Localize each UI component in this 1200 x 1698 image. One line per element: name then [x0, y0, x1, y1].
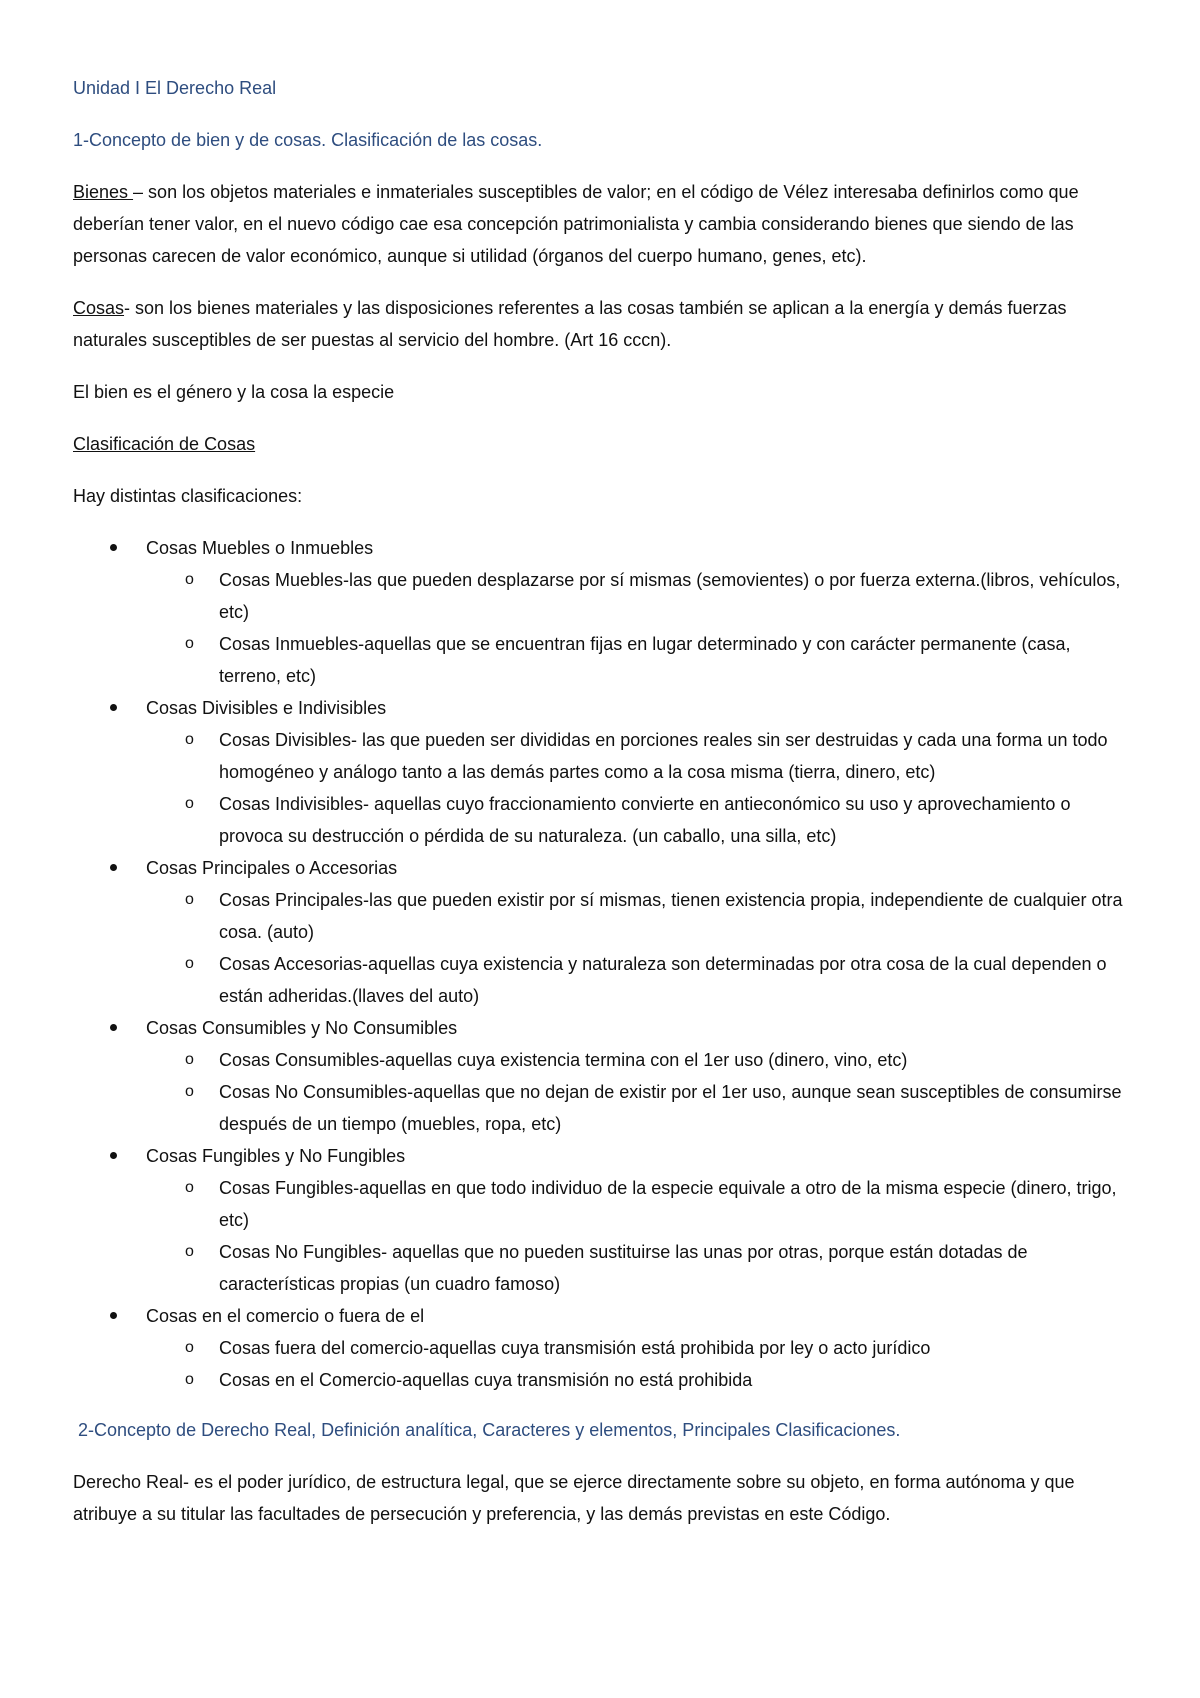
sub-item-text: Cosas Accesorias-aquellas cuya existencia y naturaleza son determinadas por otra cosa de la cual dependen o están adheridas.(llaves del auto) — [219, 954, 1107, 1006]
classification-list — [73, 532, 1128, 1396]
sub-item-text: Cosas Muebles-las que pueden desplazarse por sí mismas (semovientes) o por fuerza externa.(libros, vehículos, etc) — [219, 570, 1121, 622]
bullet-icon — [110, 704, 117, 711]
sub-list — [146, 884, 1128, 1012]
classification-label: Cosas Muebles o Inmuebles — [146, 538, 374, 558]
list-item — [73, 852, 1128, 1012]
sub-list-item — [146, 1172, 1128, 1236]
sub-item-text: Cosas Indivisibles- aquellas cuyo fraccionamiento convierte en antieconómico su uso y aprovechamiento o provoca su destrucción o pérdida de su naturaleza. (un caballo, una silla, etc) — [219, 794, 1071, 846]
genero-especie-paragraph: El bien es el género y la cosa la especie — [73, 382, 395, 402]
sub-list-item — [146, 564, 1128, 628]
sub-item-text: Cosas en el Comercio-aquellas cuya transmisión no está prohibida — [219, 1370, 753, 1390]
derecho-real-definition: Derecho Real- es el poder jurídico, de estructura legal, que se ejerce directamente sobre su objeto, en forma autónoma y que atribuye a su titular las facultades de persecución y preferencia, y las demás previstas en este Código. — [73, 1472, 1075, 1524]
sub-list-item — [146, 1236, 1128, 1300]
sub-bullet-icon: o — [185, 795, 194, 812]
sub-item-text: Cosas Inmuebles-aquellas que se encuentran fijas en lugar determinado y con carácter permanente (casa, terreno, etc) — [219, 634, 1071, 686]
clasificacion-title: Clasificación de Cosas — [73, 434, 256, 454]
sub-item-text: Cosas Consumibles-aquellas cuya existencia termina con el 1er uso (dinero, vino, etc) — [219, 1050, 908, 1070]
cosas-text: - son los bienes materiales y las disposiciones referentes a las cosas también se aplican a la energía y demás fuerzas naturales susceptibles de ser puestas al servicio del hombre. (Art 16 cccn). — [73, 298, 1067, 350]
sub-bullet-icon: o — [185, 1179, 194, 1196]
classification-label: Cosas en el comercio o fuera de el — [146, 1306, 425, 1326]
bullet-icon — [110, 1024, 117, 1031]
sub-list — [146, 1332, 1128, 1396]
list-item — [73, 692, 1128, 852]
sub-bullet-icon: o — [185, 1339, 194, 1356]
section-2-heading: 2-Concepto de Derecho Real, Definición analítica, Caracteres y elementos, Principales Clasificaciones. — [73, 1420, 901, 1440]
section-1-heading: 1-Concepto de bien y de cosas. Clasificación de las cosas. — [73, 130, 543, 150]
sub-item-text: Cosas No Consumibles-aquellas que no dejan de existir por el 1er uso, aunque sean susceptibles de consumirse después de un tiempo (muebles, ropa, etc) — [219, 1082, 1122, 1134]
sub-list — [146, 724, 1128, 852]
classification-label: Cosas Principales o Accesorias — [146, 858, 398, 878]
sub-list — [146, 1044, 1128, 1140]
sub-list-item — [146, 1044, 1128, 1076]
bullet-icon — [110, 1152, 117, 1159]
sub-bullet-icon: o — [185, 731, 194, 748]
list-item — [73, 532, 1128, 692]
sub-bullet-icon: o — [185, 891, 194, 908]
list-item — [73, 1012, 1128, 1140]
classification-label: Cosas Consumibles y No Consumibles — [146, 1018, 458, 1038]
sub-bullet-icon: o — [185, 635, 194, 652]
list-item — [73, 1140, 1128, 1300]
unit-title: Unidad I El Derecho Real — [73, 78, 277, 98]
sub-bullet-icon: o — [185, 571, 194, 588]
bullet-icon — [110, 864, 117, 871]
bullet-icon — [110, 544, 117, 551]
sub-item-text: Cosas No Fungibles- aquellas que no pueden sustituirse las unas por otras, porque están dotadas de características propias (un cuadro famoso) — [219, 1242, 1028, 1294]
sub-list — [146, 1172, 1128, 1300]
sub-bullet-icon: o — [185, 1243, 194, 1260]
bullet-icon — [110, 1312, 117, 1319]
sub-bullet-icon: o — [185, 955, 194, 972]
classification-label: Cosas Divisibles e Indivisibles — [146, 698, 387, 718]
sub-bullet-icon: o — [185, 1371, 194, 1388]
sub-list-item — [146, 788, 1128, 852]
sub-list-item — [146, 628, 1128, 692]
sub-item-text: Cosas Principales-las que pueden existir por sí mismas, tienen existencia propia, independiente de cualquier otra cosa. (auto) — [219, 890, 1123, 942]
list-item — [73, 1300, 1128, 1396]
bienes-text: – son los objetos materiales e inmateriales susceptibles de valor; en el código de Vélez interesaba definirlos como que deberían tener valor, en el nuevo código cae esa concepción patrimonialista y cambia considerando bienes que siendo de las personas carecen de valor económico, aunque si utilidad (órganos del cuerpo humano, genes, etc). — [73, 182, 1079, 266]
sub-list-item — [146, 948, 1128, 1012]
sub-item-text: Cosas fuera del comercio-aquellas cuya transmisión está prohibida por ley o acto jurídico — [219, 1338, 931, 1358]
sub-list-item — [146, 1332, 1128, 1364]
classification-label: Cosas Fungibles y No Fungibles — [146, 1146, 406, 1166]
sub-list-item — [146, 1076, 1128, 1140]
bienes-term: Bienes — [73, 182, 134, 202]
sub-item-text: Cosas Divisibles- las que pueden ser divididas en porciones reales sin ser destruidas y cada una forma un todo homogéneo y análogo tanto a las demás partes como a la cosa misma (tierra, dinero, etc) — [219, 730, 1108, 782]
sub-list-item — [146, 1364, 1128, 1396]
cosas-term: Cosas — [73, 298, 125, 318]
sub-bullet-icon: o — [185, 1051, 194, 1068]
sub-item-text: Cosas Fungibles-aquellas en que todo individuo de la especie equivale a otro de la misma especie (dinero, trigo, etc) — [219, 1178, 1117, 1230]
bienes-paragraph — [73, 176, 1128, 272]
sub-list-item — [146, 884, 1128, 948]
sub-list-item — [146, 724, 1128, 788]
sub-bullet-icon: o — [185, 1083, 194, 1100]
sub-list — [146, 564, 1128, 692]
clasificacion-intro: Hay distintas clasificaciones: — [73, 486, 303, 506]
cosas-paragraph — [73, 292, 1128, 356]
